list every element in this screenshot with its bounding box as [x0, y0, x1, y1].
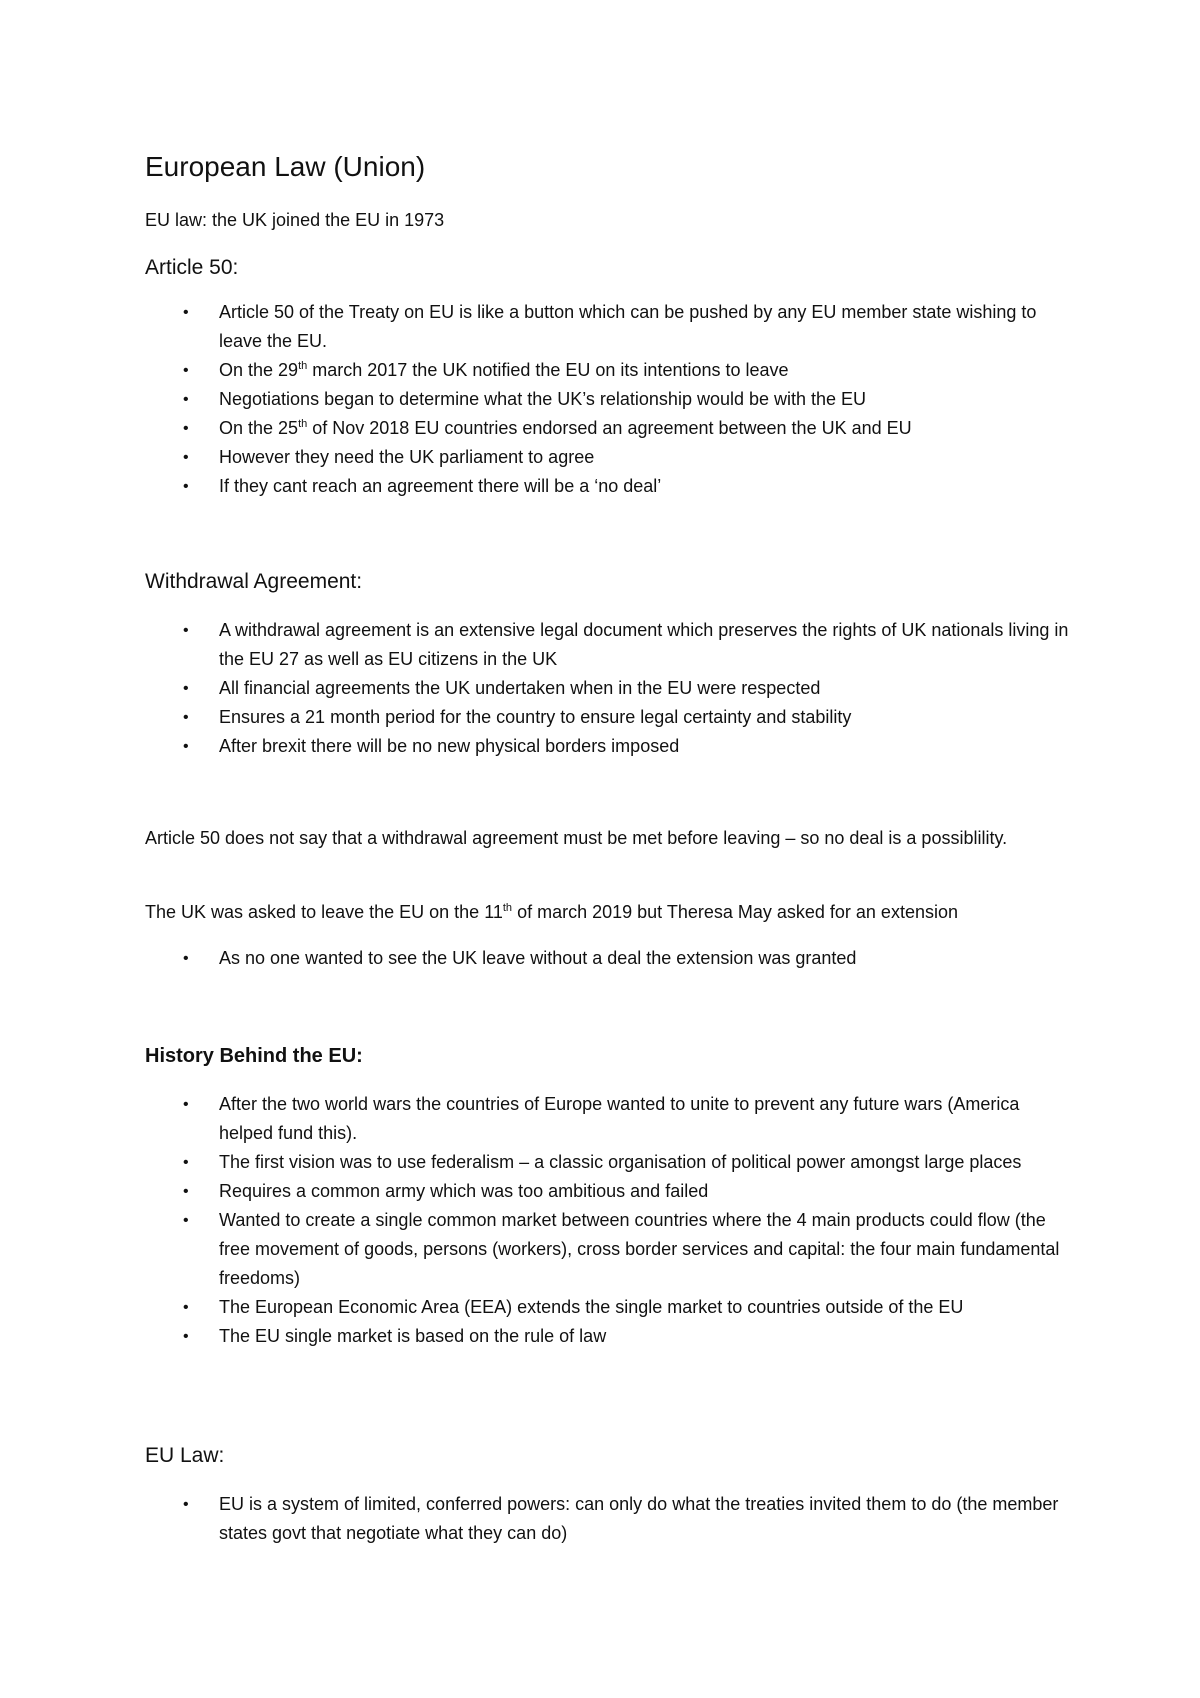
list-item [145, 385, 1075, 414]
bullet-icon: • [183, 1299, 189, 1316]
bullet-icon: • [183, 478, 189, 495]
bullet-icon: • [183, 1183, 189, 1200]
list-article-50 [145, 298, 1075, 501]
list-item [145, 1490, 1075, 1548]
bullet-icon: • [183, 449, 189, 466]
list-item-text: Negotiations began to determine what the UK’s relationship would be with the EU [219, 389, 867, 409]
bullet-icon: • [183, 622, 189, 639]
extension-text-pre: The UK was asked to leave the EU on the 11 [145, 902, 503, 922]
list-item [145, 1177, 1075, 1206]
heading-eu-law: EU Law: [145, 1444, 225, 1467]
heading-withdrawal-agreement: Withdrawal Agreement: [145, 570, 363, 593]
list-item [145, 732, 1075, 761]
list-item [145, 298, 1075, 356]
intro-line: EU law: the UK joined the EU in 1973 [145, 210, 445, 230]
paragraph-article-50-note: Article 50 does not say that a withdrawal agreement must be met before leaving – so no deal is a possiblility. [145, 828, 1008, 848]
paragraph-extension [145, 898, 1075, 927]
bullet-icon: • [183, 304, 189, 321]
list-item-text: As no one wanted to see the UK leave without a deal the extension was granted [219, 948, 857, 968]
extension-text-sup: th [502, 902, 513, 914]
list-item [145, 1293, 1075, 1322]
list-item-text: If they cant reach an agreement there will be a ‘no deal’ [219, 476, 662, 496]
list-item [145, 944, 1075, 973]
list-item [145, 443, 1075, 472]
list-item-text: Ensures a 21 month period for the country to ensure legal certainty and stability [219, 707, 852, 727]
list-item-text: Article 50 of the Treaty on EU is like a button which can be pushed by any EU member state wishing to leave the EU. [219, 302, 1037, 351]
bullet-icon: • [183, 738, 189, 755]
list-history [145, 1090, 1075, 1351]
list-item-text-pre: On the 29 [219, 360, 299, 380]
bullet-icon: • [183, 1096, 189, 1113]
list-item [145, 1322, 1075, 1351]
list-item-text-sup: th [298, 360, 308, 372]
list-item-text: EU is a system of limited, conferred powers: can only do what the treaties invited them to do (the member states govt that negotiate what they can do) [219, 1494, 1059, 1543]
list-item-text: Wanted to create a single common market between countries where the 4 main products could flow (the free movement of goods, persons (workers), cross border services and capital: the four main fundamental freedoms) [219, 1210, 1060, 1288]
bullet-icon: • [183, 1212, 189, 1229]
list-item-text: The first vision was to use federalism – a classic organisation of political power amongst large places [219, 1152, 1022, 1172]
list-item [145, 1148, 1075, 1177]
list-item-text: All financial agreements the UK undertaken when in the EU were respected [219, 678, 821, 698]
list-item [145, 1206, 1075, 1293]
bullet-icon: • [183, 709, 189, 726]
heading-history: History Behind the EU: [145, 1045, 363, 1067]
bullet-icon: • [183, 950, 189, 967]
list-item-text: Requires a common army which was too ambitious and failed [219, 1181, 709, 1201]
list-item [145, 674, 1075, 703]
bullet-icon: • [183, 1496, 189, 1513]
list-item-text: The European Economic Area (EEA) extends the single market to countries outside of the EU [219, 1297, 964, 1317]
list-item [145, 356, 1075, 385]
list-item [145, 616, 1075, 674]
list-withdrawal-agreement [145, 616, 1075, 761]
list-item-text: A withdrawal agreement is an extensive legal document which preserves the rights of UK nationals living in the EU 27 as well as EU citizens in the UK [219, 620, 1069, 669]
bullet-icon: • [183, 1154, 189, 1171]
bullet-icon: • [183, 1328, 189, 1345]
bullet-icon: • [183, 680, 189, 697]
document-title: European Law (Union) [145, 151, 426, 182]
list-item [145, 703, 1075, 732]
list-item-text: The EU single market is based on the rule of law [219, 1326, 607, 1346]
list-item-text: After the two world wars the countries of Europe wanted to unite to prevent any future wars (America helped fund this). [219, 1094, 1020, 1143]
heading-article-50: Article 50: [145, 256, 239, 279]
list-item-text-sup: th [298, 418, 308, 430]
bullet-icon: • [183, 391, 189, 408]
list-item-text-post: march 2017 the UK notified the EU on its intentions to leave [307, 360, 789, 380]
bullet-icon: • [183, 420, 189, 437]
list-extension [145, 944, 1075, 973]
list-item [145, 414, 1075, 443]
list-item-text-post: of Nov 2018 EU countries endorsed an agreement between the UK and EU [307, 418, 912, 438]
extension-text-post: of march 2019 but Theresa May asked for an extension [512, 902, 958, 922]
list-item-text-pre: On the 25 [219, 418, 299, 438]
list-eu-law [145, 1490, 1075, 1548]
list-item-text: However they need the UK parliament to agree [219, 447, 595, 467]
bullet-icon: • [183, 362, 189, 379]
list-item-text: After brexit there will be no new physical borders imposed [219, 736, 680, 756]
list-item [145, 472, 1075, 501]
list-item [145, 1090, 1075, 1148]
